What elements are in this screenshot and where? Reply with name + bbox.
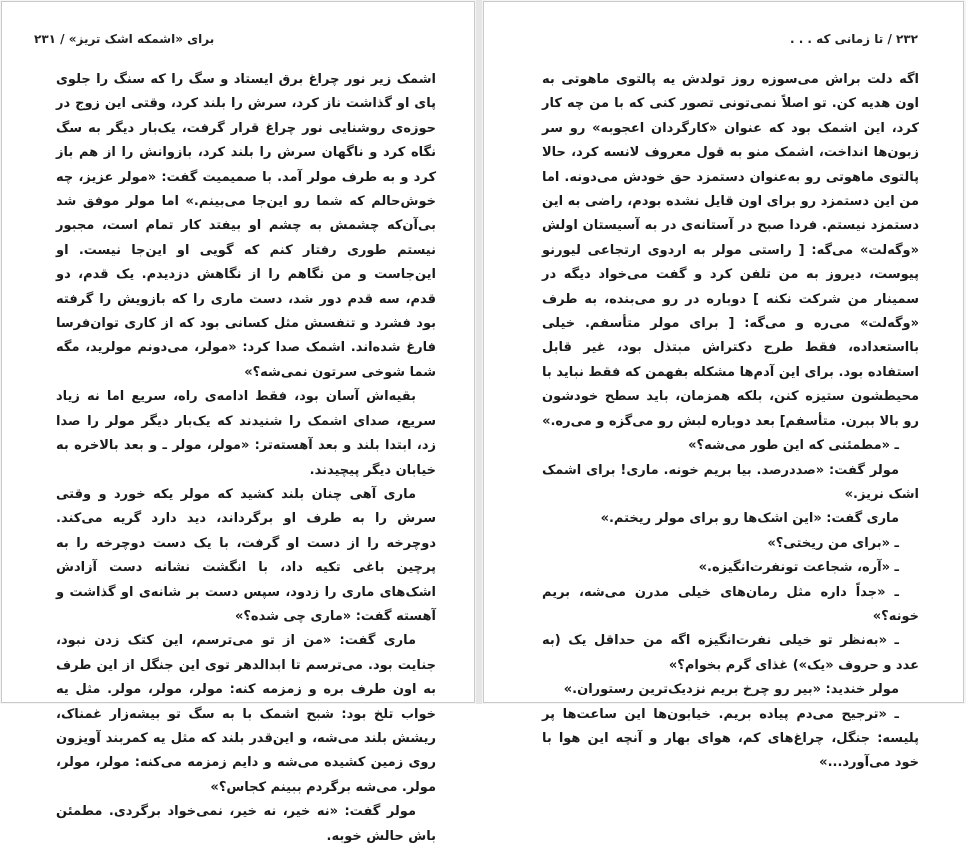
right-page <box>483 1 964 771</box>
paragraph: بقیه‌اش آسان بود، فقط ادامه‌ی راه، سریع اما نه زیاد سریع، صدای اشمک را شنیدند که یک‌بار دیگر مولر را صدا زد، ابتدا بلند و بعد آهسته‌تر: «مولر، مولر ـ و بعد بالاخره به خیابان دیگر پیچیدند. <box>56 389 436 478</box>
paragraph: ماری گفت: «این اشک‌ها رو برای مولر ریختم.» <box>600 511 899 527</box>
paragraph: اشمک زیر نور چراغ برق ایستاد و سگ را که سنگ را جلوی پای او گذاشت ناز کرد، سرش را بلند کرد، وقتی این زوج در حوزه‌ی روشنایی نور چراغ قرار گرفت، یک‌بار دیگر به سگ نگاه کرد و ناگهان سرش را بلند کرد، بازوانش را از هم باز کرد و به طرف مولر آمد. با صمیمیت گفت: «مولر عزیز، چه خوش‌حالم که شما رو این‌جا می‌بینم.» اما مولر موفق شد بی‌آن‌که چشمش به چشم او بیفتد کار تمام است، مجبور نیستم طوری رفتار کنم که گویی او این‌جا نیست. او این‌جاست و من نگاهم را از نگاهش دزدیدم. یک قدم، دو قدم، سه قدم دور شد، دست ماری را که بازویش را گرفته بود فشرد و تنفسش مثل کسانی بود که از کاری توان‌فرسا فارغ شده‌اند. اشمک صدا کرد: «مولر، می‌دونم مولرید، مگه شما شوخی سرتون نمی‌شه؟» <box>56 72 436 380</box>
left-page-header <box>2 32 474 54</box>
paragraph: ماری آهی چنان بلند کشید که مولر یکه خورد و وقتی سرش را به طرف او برگرداند، دید دارد گریه می‌کند. دوچرخه را از دست او گرفت، با یک دست دوچرخه را به پرچین باغی تکیه داد، با انگشت نشانه دست آزادش اشک‌های ماری را زدود، سپس دست بر شانه‌ی او گذاشت و آهسته گفت: «ماری چی شده؟» <box>56 486 436 624</box>
left-page <box>1 1 475 844</box>
left-page-body <box>56 68 436 849</box>
right-page-header <box>484 32 963 54</box>
left-page-running-title: برای «اشمکه اشک تریز» / ۲۳۱ <box>34 32 215 46</box>
paragraph: اگه دلت براش می‌سوزه روز تولدش یه پالتوی ماهوتی به اون هدیه کن. تو اصلاً نمی‌تونی تصور کنی که با من چه کار کرد، این اشمک بود که عنوان «کارگردان اعجوبه» رو سر زبون‌ها انداخت، اشمک منو به قول معروف لانسه کرد، حالا پالتوی ماهوتی رو به‌عنوان دستمزد حق خودش می‌دونه. اما من این دستمزد رو برای اون قایل نشده بودم، راضی به این دستمزد نیستم. فردا صبح در آستانه‌ی در به آسیستان اولش «وگه‌لت» می‌گه: [ راستی مولر به اردوی ارتجاعی لیورنو پیوست، دیروز به من تلفن کرد و گفت می‌خواد دیگه در سمینار من شرکت نکنه ] دوباره در رو می‌بنده، به طرف «وگه‌لت» می‌ره و می‌گه: [ برای مولر متأسفم. خیلی بااستعداده، فقط طرح دکتراش مبتذل بود، غیر قابل استفاده بود. برای این آدم‌ها مشکله بفهمن که فقط نباید با محیطشون ستیزه کنن، بلکه همزمان، باید سطح خودشون رو بالا ببرن. متأسفم] بعد دوباره لبش رو می‌گزه و می‌ره.» <box>542 72 919 429</box>
book-gutter <box>476 0 482 704</box>
paragraph: مولر گفت: «نه خیر، نه خیر، نمی‌خواد برگردی. مطمئن باش حالش خوبه. <box>56 804 436 844</box>
right-page-body <box>542 68 919 776</box>
right-page-running-title: ۲۳۲ / تا زمانی که . . . <box>789 32 918 46</box>
paragraph: ماری گفت: «من از تو می‌ترسم، این کتک زدن نبود، جنایت بود. می‌ترسم تا ابدالدهر توی این جنگل از این طرف به اون طرف بره و زمزمه کنه: مولر، مولر، مولر. مثل یه خواب تلخ بود: شبح اشمک با به سگ تو بیشه‌زار غمناک، ریشش بلند می‌شه، و این‌قدر بلند که مثل یه کمربند آویزون روی زمین کشیده می‌شه و دایم زمزمه می‌کنه: مولر، مولر، مولر. می‌شه برگردم ببینم کجاس؟» <box>56 633 436 795</box>
paragraph: ـ «جداً داره مثل رمان‌های خیلی مدرن می‌شه، بریم خونه؟» <box>542 584 919 624</box>
paragraph: ـ «ترجیح می‌دم پیاده بریم. خیابون‌ها این ساعت‌ها پر پلیسه: جنگل، چراغ‌های کم، هوای بهار و آنچه این هوا با خود می‌آورد...» <box>542 706 919 771</box>
paragraph: مولر گفت: «صددرصد. بیا بریم خونه. ماری! برای اشمک اشک نریز.» <box>542 462 919 502</box>
paragraph: ـ «به‌نظر تو خیلی نفرت‌انگیزه اگه من حداقل یک (به عدد و حروف «یک») غذای گرم بخوام؟» <box>542 633 919 673</box>
paragraph: ـ «آره، شجاعت تونفرت‌انگیزه.» <box>698 560 899 576</box>
paragraph: مولر خندید: «بیر رو چرخ بریم نزدیک‌ترین رستوران.» <box>563 682 899 698</box>
paragraph: ـ «مطمئنی که این طور می‌شه؟» <box>688 438 899 454</box>
paragraph: ـ «برای من ریختی؟» <box>767 535 899 551</box>
